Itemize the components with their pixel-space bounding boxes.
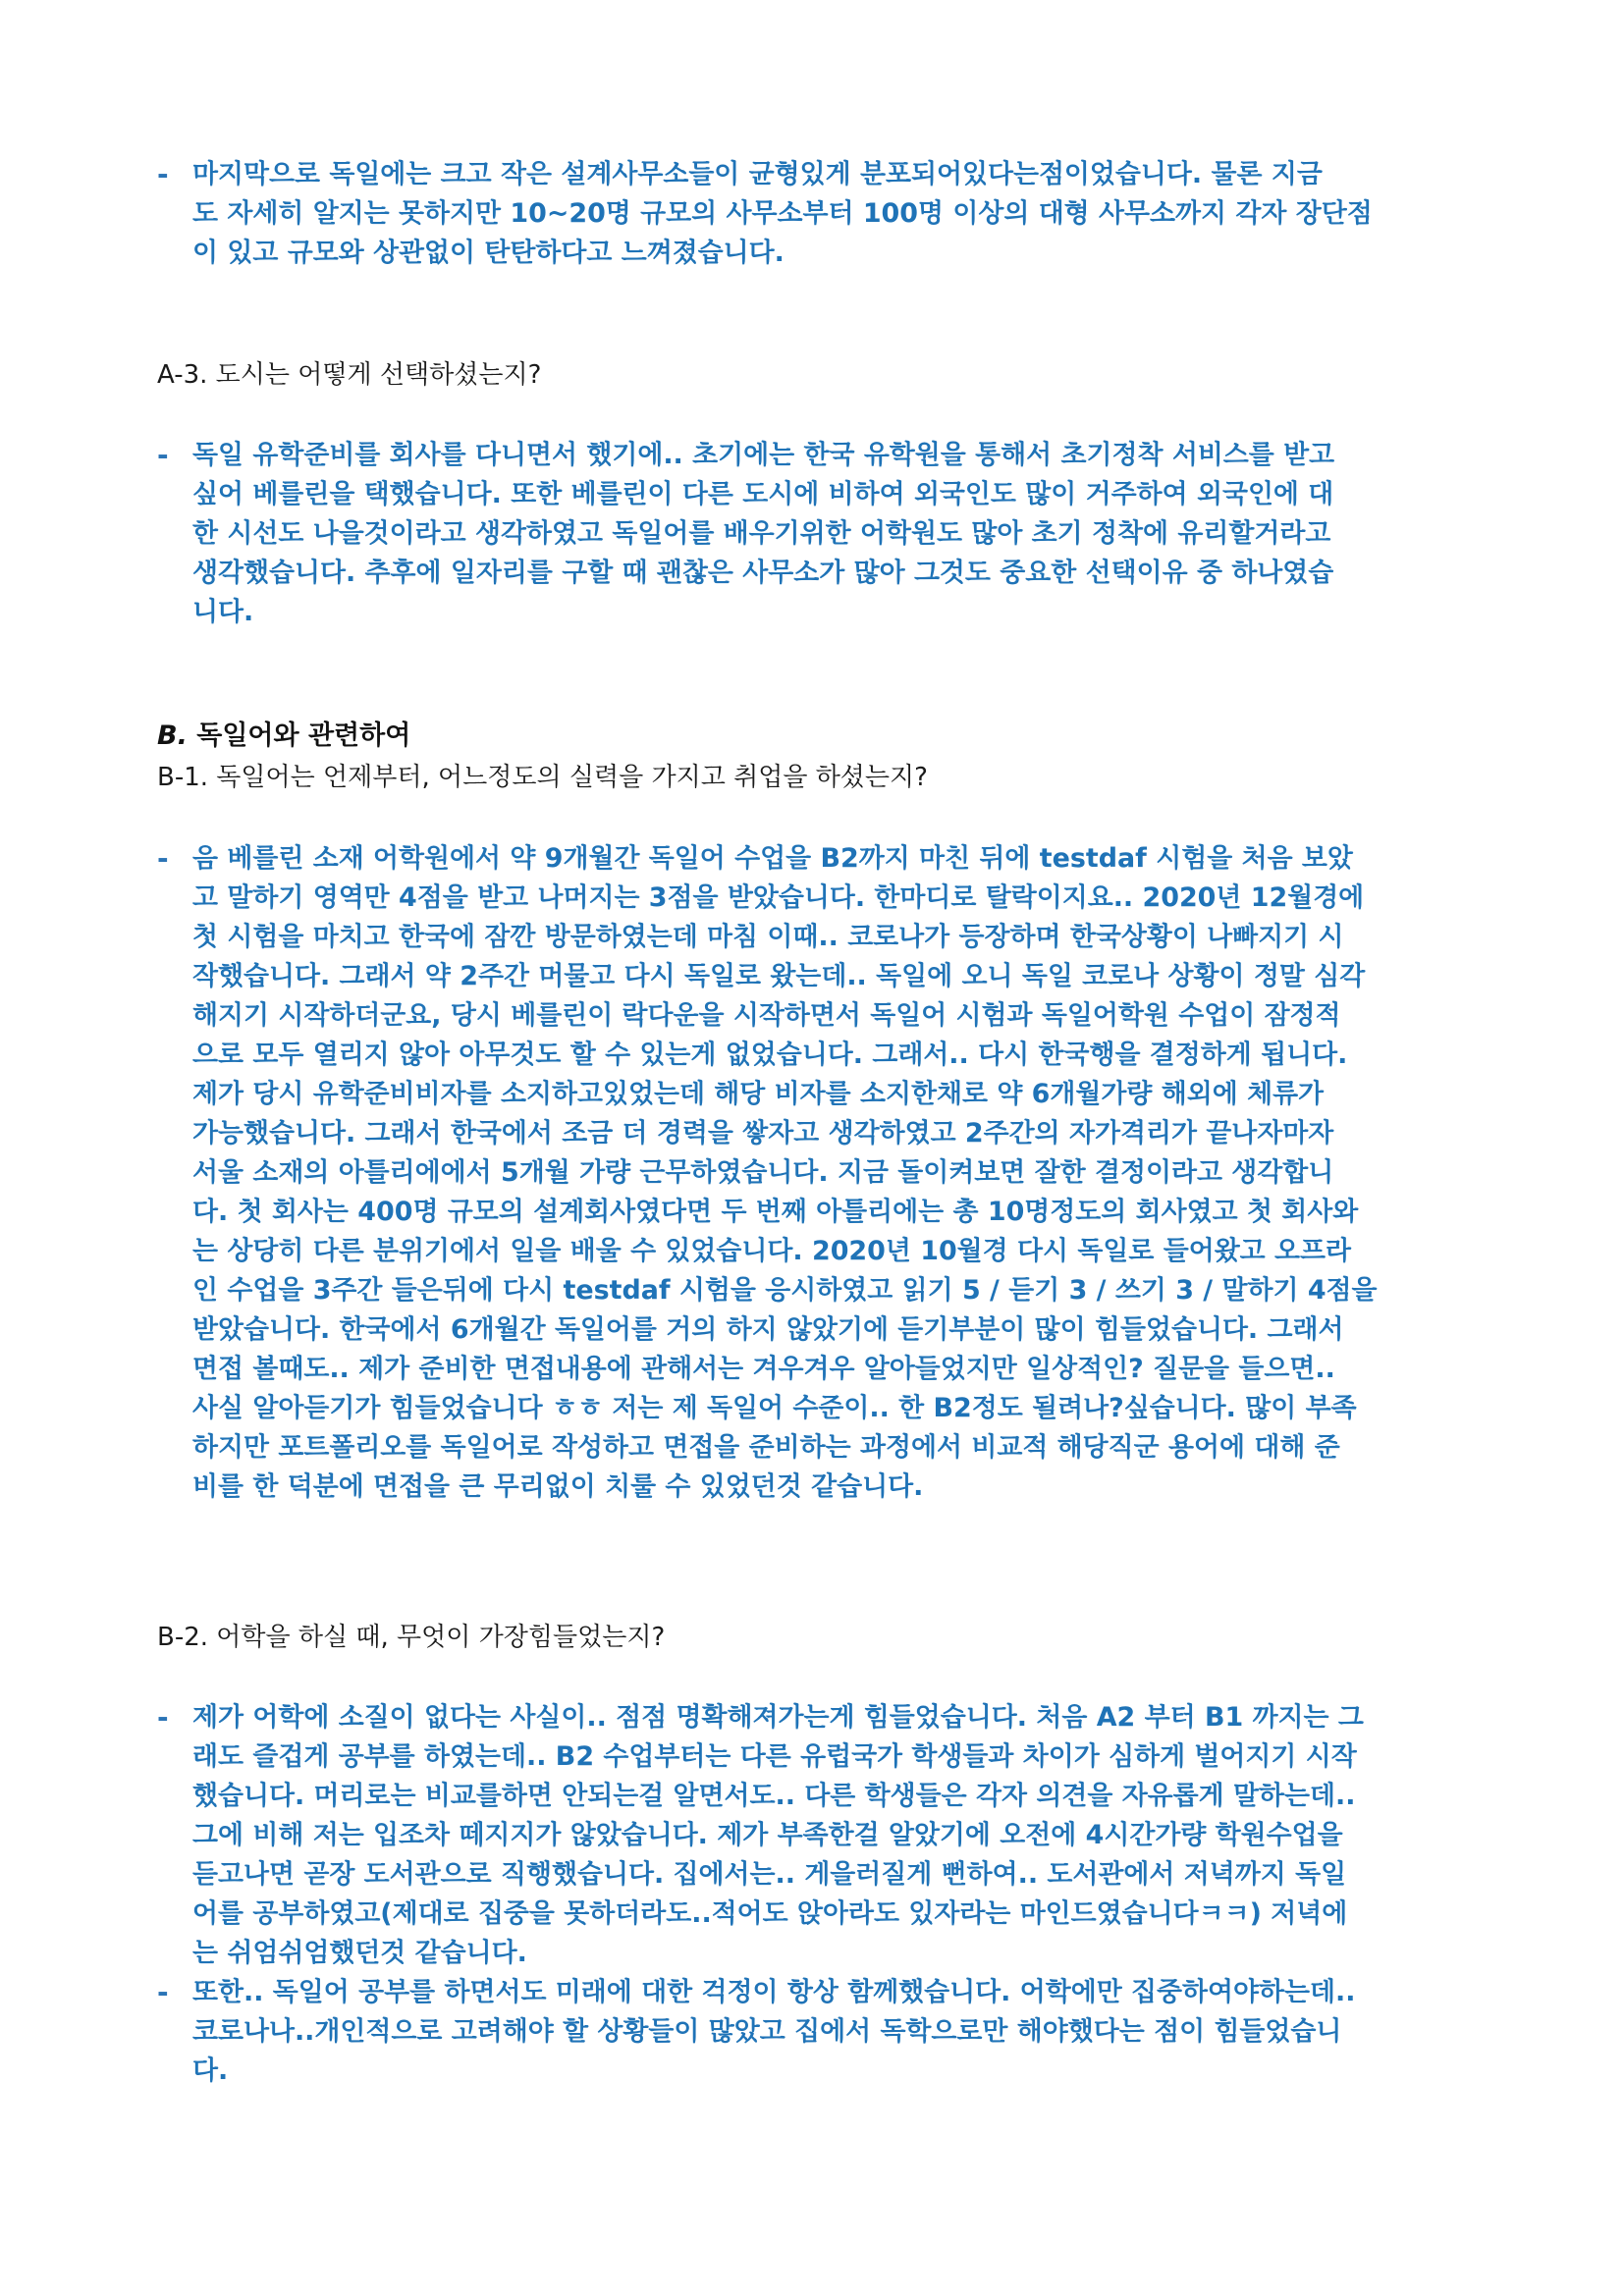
bullet-dash: - bbox=[157, 158, 169, 190]
text-line: 첫 시험을 마치고 한국에 잠깐 방문하였는데 마침 이때.. 코로나가 등장하며 한국상황이 나빠지기 시 bbox=[192, 922, 1344, 952]
section-b-letter: B. bbox=[157, 721, 188, 751]
a3-answer-item bbox=[157, 436, 1492, 632]
intro-answer-text bbox=[192, 155, 1492, 273]
text-line: 제가 어학에 소질이 없다는 사실이.. 점점 명확해져가는게 힘들었습니다. 처음 A2 부터 B1 까지는 그 bbox=[192, 1702, 1364, 1733]
section-b-title bbox=[157, 717, 410, 756]
text-line: 어를 공부하였고(제대로 집중을 못하더라도..적어도 앉아라도 있자라는 마인드였습니다ㅋㅋ) 저녁에 bbox=[192, 1898, 1348, 1929]
text-line: 싶어 베를린을 택했습니다. 또한 베를린이 다른 도시에 비하여 외국인도 많이 거주하여 외국인에 대 bbox=[192, 479, 1334, 509]
text-line: 래도 즐겁게 공부를 하였는데.. B2 수업부터는 다른 유럽국가 학생들과 차이가 심하게 벌어지기 시작 bbox=[192, 1741, 1357, 1772]
text-line: 다. 첫 회사는 400명 규모의 설계회사였다면 두 번째 아틀리에는 총 10명정도의 회사였고 첫 회사와 bbox=[192, 1197, 1359, 1227]
text-line: 음 베를린 소재 어학원에서 약 9개월간 독일어 수업을 B2까지 마친 뒤에 testdaf 시험을 처음 보았 bbox=[192, 843, 1353, 874]
text-line: 듣고나면 곧장 도서관으로 직행했습니다. 집에서는.. 게을러질게 뻔하여.. 도서관에서 저녁까지 독일 bbox=[192, 1859, 1347, 1890]
text-line: 코로나나..개인적으로 고려해야 할 상황들이 많았고 집에서 독학으로만 해야했다는 점이 힘들었습니 bbox=[192, 2016, 1342, 2047]
text-line: 했습니다. 머리로는 비교를하면 안되는걸 알면서도.. 다른 학생들은 각자 의견을 자유롭게 말하는데.. bbox=[192, 1781, 1356, 1811]
text-line: 인 수업을 3주간 들은뒤에 다시 testdaf 시험을 응시하였고 읽기 5 / 듣기 3 / 쓰기 3 / 말하기 4점을 bbox=[192, 1275, 1378, 1306]
text-line: 다. bbox=[192, 2056, 229, 2086]
text-line: 또한.. 독일어 공부를 하면서도 미래에 대한 걱정이 항상 함께했습니다. 어학에만 집중하여야하는데.. bbox=[192, 1977, 1356, 2007]
text-line: 사실 알아듣기가 힘들었습니다 ㅎㅎ 저는 제 독일어 수준이.. 한 B2정도 될려나?싶습니다. 많이 부족 bbox=[192, 1393, 1357, 1423]
text-line: 마지막으로 독일에는 크고 작은 설계사무소들이 균형있게 분포되어있다는점이었습니다. 물론 지금 bbox=[192, 159, 1323, 189]
text-line: 받았습니다. 한국에서 6개월간 독일어를 거의 하지 않았기에 듣기부분이 많이 힘들었습니다. 그래서 bbox=[192, 1314, 1344, 1345]
b2-answer-text-1 bbox=[192, 1698, 1492, 1973]
question-a3: A-3. 도시는 어떻게 선택하셨는지? bbox=[157, 360, 542, 390]
bullet-dash: - bbox=[157, 1701, 169, 1734]
text-line: 생각했습니다. 추후에 일자리를 구할 때 괜찮은 사무소가 많아 그것도 중요한 선택이유 중 하나였습 bbox=[192, 558, 1334, 588]
text-line: 는 쉬엄쉬엄했던것 같습니다. bbox=[192, 1938, 527, 1968]
text-line: 고 말하기 영역만 4점을 받고 나머지는 3점을 받았습니다. 한마디로 탈락이지요.. 2020년 12월경에 bbox=[192, 882, 1365, 913]
b2-answer-text-2 bbox=[192, 1973, 1492, 2091]
a3-answer-text bbox=[192, 436, 1492, 632]
text-line: 는 상당히 다른 분위기에서 일을 배울 수 있었습니다. 2020년 10월경 다시 독일로 들어왔고 오프라 bbox=[192, 1236, 1352, 1266]
b2-answer-item-2 bbox=[157, 1973, 1492, 2091]
bullet-dash: - bbox=[157, 439, 169, 471]
text-line: 해지기 시작하더군요, 당시 베를린이 락다운을 시작하면서 독일어 시험과 독일어학원 수업이 잠정적 bbox=[192, 1000, 1341, 1031]
question-b2: B-2. 어학을 하실 때, 무엇이 가장힘들었는지? bbox=[157, 1623, 666, 1652]
section-b-heading: 독일어와 관련하여 bbox=[187, 721, 411, 751]
text-line: 도 자세히 알지는 못하지만 10~20명 규모의 사무소부터 100명 이상의 대형 사무소까지 각자 장단점 bbox=[192, 198, 1373, 229]
text-line: 작했습니다. 그래서 약 2주간 머물고 다시 독일로 왔는데.. 독일에 오니 독일 코로나 상황이 정말 심각 bbox=[192, 961, 1366, 991]
bullet-dash: - bbox=[157, 842, 169, 875]
b1-answer-item bbox=[157, 839, 1492, 1507]
text-line: 제가 당시 유학준비비자를 소지하고있었는데 해당 비자를 소지한채로 약 6개월가량 해외에 체류가 bbox=[192, 1079, 1325, 1109]
text-line: 서울 소재의 아틀리에에서 5개월 가량 근무하였습니다. 지금 돌이켜보면 잘한 결정이라고 생각합니 bbox=[192, 1157, 1334, 1188]
text-line: 가능했습니다. 그래서 한국에서 조금 더 경력을 쌓자고 생각하였고 2주간의 자가격리가 끝나자마자 bbox=[192, 1118, 1334, 1148]
text-line: 한 시선도 나을것이라고 생각하였고 독일어를 배우기위한 어학원도 많아 초기 정착에 유리할거라고 bbox=[192, 518, 1331, 549]
text-line: 니다. bbox=[192, 597, 254, 627]
text-line: 면접 볼때도.. 제가 준비한 면접내용에 관해서는 겨우겨우 알아들었지만 일상적인? 질문을 들으면.. bbox=[192, 1354, 1335, 1384]
text-line: 이 있고 규모와 상관없이 탄탄하다고 느껴졌습니다. bbox=[192, 238, 785, 268]
text-line: 그에 비해 저는 입조차 떼지지가 않았습니다. 제가 부족한걸 알았기에 오전에 4시간가량 학원수업을 bbox=[192, 1820, 1343, 1850]
bullet-dash: - bbox=[157, 1976, 169, 2008]
question-b1: B-1. 독일어는 언제부터, 어느정도의 실력을 가지고 취업을 하셨는지? bbox=[157, 763, 928, 792]
text-line: 독일 유학준비를 회사를 다니면서 했기에.. 초기에는 한국 유학원을 통해서 초기정착 서비스를 받고 bbox=[192, 440, 1335, 470]
b1-answer-text bbox=[192, 839, 1492, 1507]
text-line: 비를 한 덕분에 면접을 큰 무리없이 치룰 수 있었던것 같습니다. bbox=[192, 1471, 924, 1502]
text-line: 하지만 포트폴리오를 독일어로 작성하고 면접을 준비하는 과정에서 비교적 해당직군 용어에 대해 준 bbox=[192, 1432, 1340, 1463]
b2-answer-item-1 bbox=[157, 1698, 1492, 1973]
intro-bullet-item bbox=[157, 155, 1492, 273]
text-line: 으로 모두 열리지 않아 아무것도 할 수 있는게 없었습니다. 그래서.. 다시 한국행을 결정하게 됩니다. bbox=[192, 1040, 1348, 1070]
